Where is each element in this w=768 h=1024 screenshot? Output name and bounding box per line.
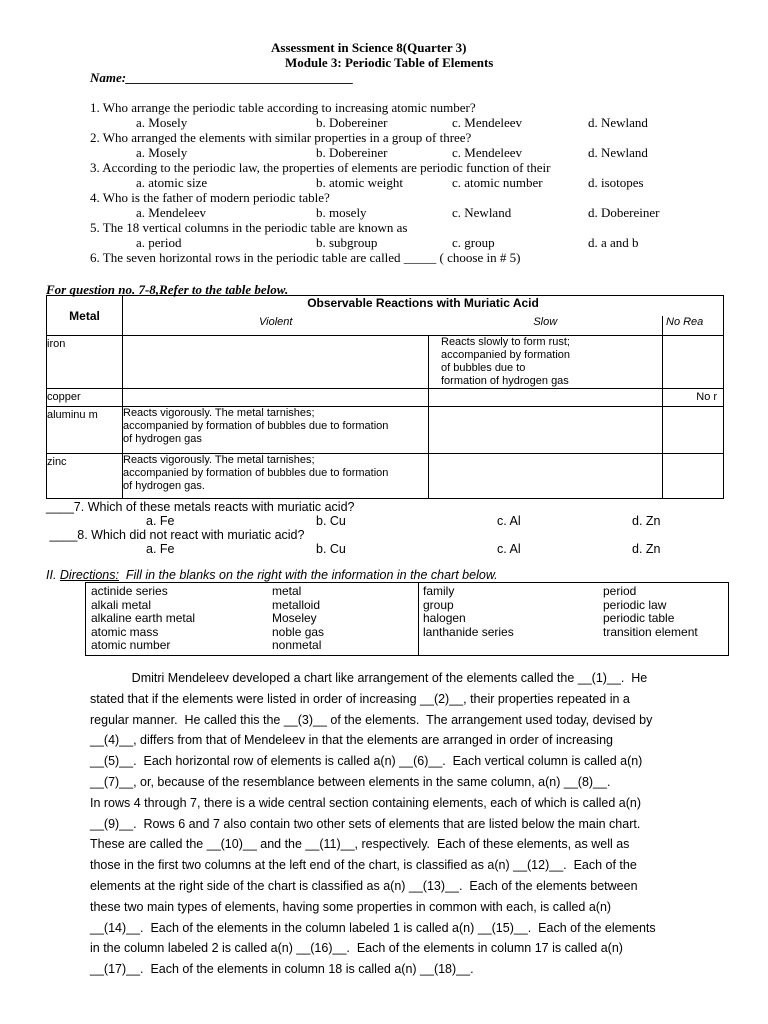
q1-option-a: a. Mosely [136,115,188,130]
q4-option-a: a. Mendeleev [136,205,207,220]
table-row [47,389,724,407]
document-title: Assessment in Science 8(Quarter 3) [271,40,467,55]
q2-option-d: d. Newland [588,145,648,160]
word-bank-term: alkali metal [91,597,152,612]
q1-option-d: d. Newland [588,115,648,130]
none-cell: No r [663,389,724,407]
table-caption: Observable Reactions with Muriatic Acid [123,296,724,316]
word-bank-term: atomic mass [91,624,159,639]
q3-option-d: d. isotopes [588,175,644,190]
q7-option-d: d. Zn [632,514,661,528]
word-bank-term: actinide series [91,584,168,598]
q4-option-b: b. mosely [316,205,367,220]
violent-cell: Reacts vigorously. The metal tarnishes; accompanied by formation of bubbles due to formation of hydrogen gas. [123,454,429,499]
question-2: 2. Who arranged the elements with similar properties in a group of three? [90,130,472,145]
paragraph-line: stated that if the elements were listed in order of increasing __(2)__, their properties repeated in a [90,691,630,706]
paragraph-line: regular manner. He called this the __(3)__ of the elements. The arrangement used today, devised by [90,712,653,727]
table-row [47,454,724,499]
q2-option-b: b. Dobereiner [316,145,388,160]
module-title: Module 3: Periodic Table of Elements [285,55,494,70]
word-bank-term: alkaline earth metal [91,611,196,626]
q3-option-b: b. atomic weight [316,175,404,190]
table-row [47,336,724,389]
word-bank-col-3 [423,585,514,639]
slow-cell: Reacts slowly to form rust; accompanied by formation of bubbles due to formation of hydrogen gas [429,336,663,389]
q8-option-a: a. Fe [146,542,175,556]
word-bank-term: transition element [603,624,698,639]
violent-cell [123,336,429,389]
q7-option-a: a. Fe [146,514,175,528]
q3-option-a: a. atomic size [136,175,208,190]
q1-option-b: b. Dobereiner [316,115,388,130]
paragraph-line: In rows 4 through 7, there is a wide central section containing elements, each of which is called a(n) [90,795,641,810]
paragraph-line: __(5)__. Each horizontal row of elements is called a(n) __(6)__. Each vertical column is called a(n) [90,754,643,769]
part2-directions: II. Directions: Fill in the blanks on the right with the information in the chart below. [46,568,498,582]
word-bank-col-4 [603,585,698,639]
paragraph-line: __(14)__. Each of the elements in the column labeled 1 is called a(n) __(15)__. Each of the elements [90,920,656,935]
word-bank-term: periodic table [603,611,675,626]
q8-option-d: d. Zn [632,542,661,556]
question-3: 3. According to the periodic law, the properties of elements are periodic function of their [90,160,551,175]
reactions-table [46,295,724,499]
q7-option-b: b. Cu [316,514,346,528]
q5-option-a: a. period [136,235,182,250]
paragraph-line: __(9)__. Rows 6 and 7 also contain two other sets of elements that are listed below the main chart. [90,816,641,831]
paragraph-line: these two main types of elements, having some properties in common with each, is called a(n) [90,899,612,914]
word-bank-col-1 [91,585,195,653]
paragraph-line: elements at the right side of the chart is classified as a(n) __(13)__. Each of the elements between [90,878,638,893]
table-intro: For question no. 7-8,Refer to the table below. [46,282,289,297]
col-violent-header: Violent [123,316,429,336]
word-bank-term: nonmetal [272,638,322,653]
question-1: 1. Who arrange the periodic table according to increasing atomic number? [90,100,476,115]
word-bank-term: lanthanide series [423,624,514,639]
word-bank-term: noble gas [272,624,325,639]
violent-cell: Reacts vigorously. The metal tarnishes; accompanied by formation of bubbles due to formation of hydrogen gas [123,407,429,454]
question-6: 6. The seven horizontal rows in the periodic table are called _____ ( choose in # 5) [90,250,521,265]
q7-option-c: c. Al [497,514,521,528]
paragraph-line: __(17)__. Each of the elements in column 18 is called a(n) __(18)__. [90,962,474,977]
paragraph-line: __(7)__, or, because of the resemblance between elements in the same column, a(n) __(8)__. [90,774,611,789]
q4-option-d: d. Dobereiner [588,205,660,220]
word-bank-col-2 [272,585,324,653]
name-line: Name:___________________________________ [90,70,354,85]
word-bank-term: atomic number [91,638,171,653]
word-bank-divider [418,583,419,655]
metal-header: Metal [47,296,123,336]
q2-option-a: a. Mosely [136,145,188,160]
question-5: 5. The 18 vertical columns in the periodic table are known as [90,220,408,235]
question-7: ____7. Which of these metals reacts with muriatic acid? [46,500,355,514]
question-4: 4. Who is the father of modern periodic table? [90,190,330,205]
q8-option-b: b. Cu [316,542,346,556]
paragraph-line: Dmitri Mendeleev developed a chart like arrangement of the elements called the __(1)__. He [90,671,648,685]
paragraph-line: These are called the __(10)__ and the __(11)__, respectively. Each of these elements, as well as [90,837,630,852]
word-bank-term: periodic law [603,597,667,612]
word-bank-term: family [423,584,455,598]
metal-cell: zinc [47,454,123,499]
metal-cell: aluminu m [47,407,123,454]
none-cell [663,454,724,499]
paragraph-line: in the column labeled 2 is called a(n) __(16)__. Each of the elements in column 17 is called a(n) [90,941,623,956]
metal-cell: iron [47,336,123,389]
violent-cell [123,389,429,407]
none-cell [663,336,724,389]
paragraph-line: __(4)__, differs from that of Mendeleev in that the elements are arranged in order of increasing [90,733,613,748]
metal-cell: copper [47,389,123,407]
col-none-header: No Rea [663,316,724,336]
q4-option-c: c. Newland [452,205,512,220]
word-bank-term: metalloid [272,597,321,612]
q1-option-c: c. Mendeleev [452,115,523,130]
word-bank-term: halogen [423,611,466,626]
q5-option-d: d. a and b [588,235,639,250]
q8-option-c: c. Al [497,542,521,556]
word-bank-term: Moseley [272,611,317,626]
paragraph-line: those in the first two columns at the left end of the chart, is classified as a(n) __(12)__. Each of the [90,858,637,873]
q5-option-b: b. subgroup [316,235,378,250]
word-bank-term: period [603,584,637,598]
q3-option-c: c. atomic number [452,175,543,190]
slow-cell [429,454,663,499]
slow-cell [429,389,663,407]
word-bank-term: metal [272,584,302,598]
fill-in-paragraph [90,668,720,980]
none-cell [663,407,724,454]
q2-option-c: c. Mendeleev [452,145,523,160]
question-8: ____8. Which did not react with muriatic acid? [46,528,305,542]
col-slow-header: Slow [429,316,663,336]
slow-cell [429,407,663,454]
word-bank [85,582,729,656]
table-row [47,407,724,454]
word-bank-term: group [423,597,454,612]
q5-option-c: c. group [452,235,495,250]
